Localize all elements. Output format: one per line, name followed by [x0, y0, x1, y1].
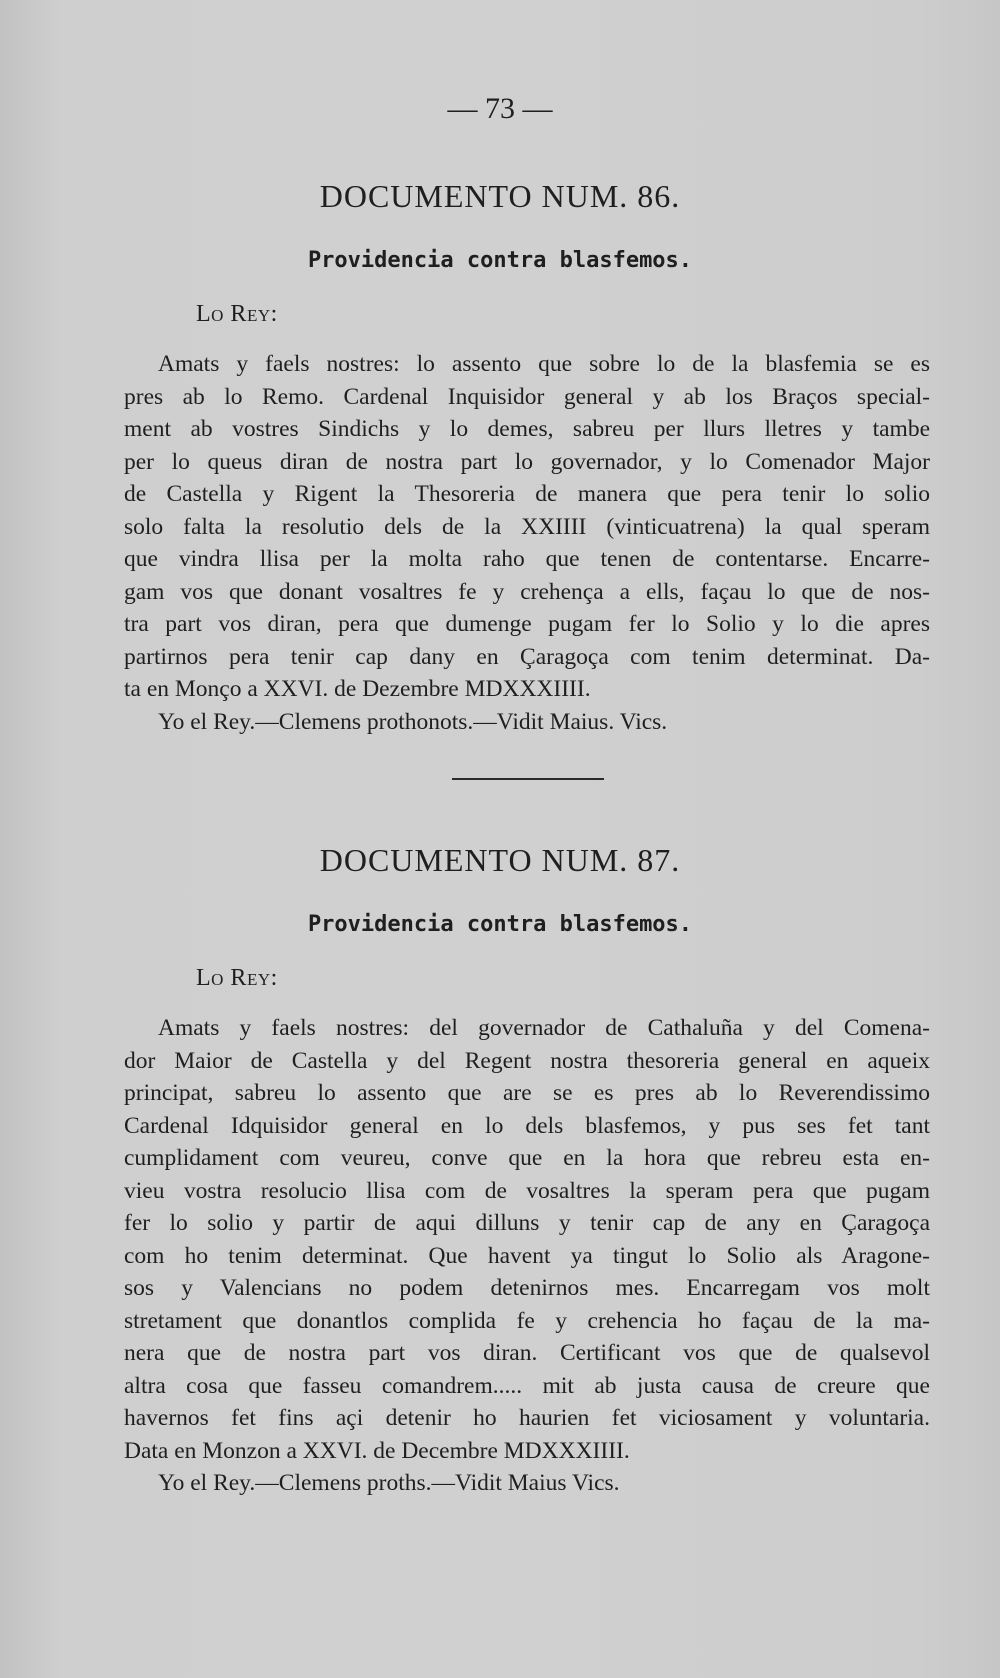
- text-line: gam vos que donant vosaltres fe y crehença a ells, façau lo que de nos-: [124, 578, 930, 605]
- text-line: Cardenal Idquisidor general en lo dels blasfemos, y pus ses fet tant: [124, 1112, 930, 1139]
- document-subtitle: Providencia contra blasfemos.: [307, 248, 693, 273]
- signature: Yo el Rey.—Clemens prothonots.—Vidit Maius. Vics.: [158, 708, 668, 735]
- section-divider: [452, 778, 604, 780]
- text-line: partirnos pera tenir cap dany en Çaragoça com tenim determinat. Da-: [124, 643, 930, 670]
- text-line: nera que de nostra part vos diran. Certificant vos que de qualsevol: [124, 1340, 930, 1366]
- document-87: [0, 842, 1000, 1500]
- text-line: per lo queus diran de nostra part lo governador, y lo Comenador Major: [124, 448, 930, 475]
- salutation: Lo Rey:: [196, 965, 278, 991]
- text-line: havernos fet fins açi detenir ho haurien fet viciosament y voluntaria.: [124, 1405, 930, 1431]
- text-line: com ho tenim determinat. Que havent ya tingut lo Solio als Aragone-: [124, 1242, 930, 1269]
- text-line: Amats y faels nostres: lo assento que sobre lo de la blasfemia se es: [158, 351, 930, 377]
- text-line: ment ab vostres Sindichs y lo demes, sabreu per llurs lletres y tambe: [124, 416, 930, 442]
- text-line: dor Maior de Castella y del Regent nostra thesoreria general en aqueix: [124, 1047, 930, 1074]
- document-title: DOCUMENTO NUM. 86.: [319, 178, 681, 214]
- text-line: altra cosa que fasseu comandrem..... mit ab justa causa de creure que: [124, 1372, 930, 1399]
- document-title: DOCUMENTO NUM. 87.: [319, 842, 681, 878]
- document-subtitle: Providencia contra blasfemos.: [307, 912, 693, 937]
- text-line: pres ab lo Remo. Cardenal Inquisidor general y ab los Braços special-: [124, 383, 930, 410]
- text-line: Amats y faels nostres: del governador de Cathaluña y del Comena-: [158, 1015, 930, 1041]
- text-line: vieu vostra resolucio llisa com de vosaltres la speram pera que pugam: [124, 1177, 930, 1204]
- text-line: Data en Monzon a XXVI. de Decembre MDXXXIIII.: [124, 1437, 630, 1464]
- document-body: [124, 1012, 930, 1467]
- text-line: que vindra llisa per la molta raho que tenen de contentarse. Encarre-: [124, 546, 930, 572]
- salutation: Lo Rey:: [196, 301, 278, 327]
- document-86: [0, 178, 1000, 738]
- text-line: cumplidament com veureu, conve que en la hora que rebreu esta en-: [124, 1145, 930, 1171]
- text-line: tra part vos diran, pera que dumenge pugam fer lo Solio y lo die apres: [124, 611, 930, 637]
- text-line: ta en Monço a XXVI. de Dezembre MDXXXIIII.: [124, 676, 591, 702]
- document-body: [124, 348, 930, 706]
- page-number: — 73 —: [447, 92, 553, 125]
- text-line: principat, sabreu lo assento que are se es pres ab lo Reverendissimo: [124, 1080, 930, 1106]
- text-line: sos y Valencians no podem detenirnos mes. Encarregam vos molt: [124, 1275, 930, 1301]
- text-line: solo falta la resolutio dels de la XXIIII (vinticuatrena) la qual speram: [124, 513, 930, 540]
- text-line: fer lo solio y partir de aqui dilluns y tenir cap de any en Çaragoça: [124, 1210, 930, 1236]
- text-line: de Castella y Rigent la Thesoreria de manera que pera tenir lo solio: [124, 481, 930, 507]
- text-line: stretament que donantlos complida fe y crehencia ho façau de la ma-: [124, 1307, 930, 1334]
- signature: Yo el Rey.—Clemens proths.—Vidit Maius Vics.: [158, 1470, 620, 1496]
